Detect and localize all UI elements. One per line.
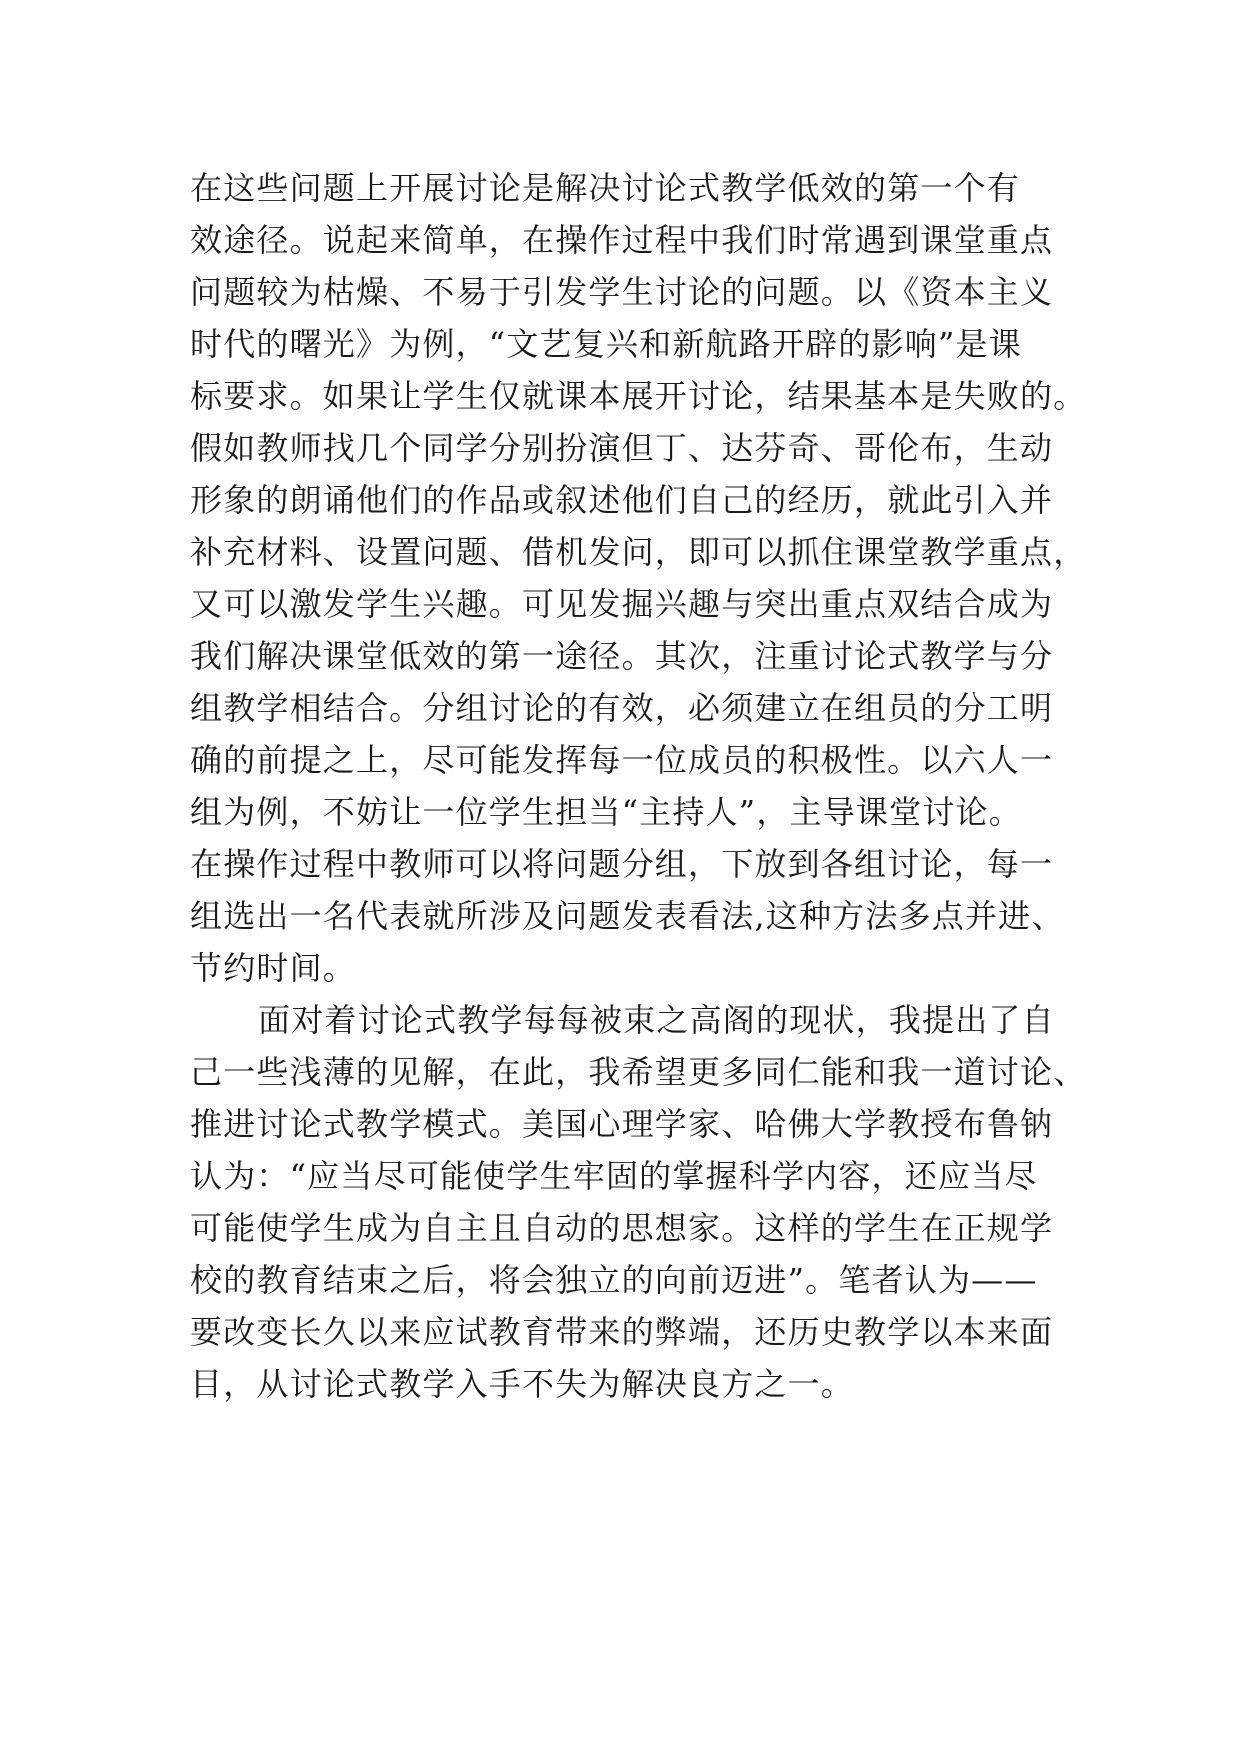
text-line: 校的教育结束之后，将会独立的向前迈进”。笔者认为—— bbox=[190, 1261, 1038, 1299]
text-line: 在操作过程中教师可以将问题分组，下放到各组讨论，每一 bbox=[190, 845, 1054, 883]
text-line: 时代的曙光》为例，“文艺复兴和新航路开辟的影响”是课 bbox=[190, 325, 1022, 363]
text-line: 我们解决课堂低效的第一途径。其次，注重讨论式教学与分 bbox=[190, 637, 1054, 675]
text-line: 假如教师找几个同学分别扮演但丁、达芬奇、哥伦布，生动 bbox=[190, 429, 1054, 467]
paragraph-first-line: 面对着讨论式教学每每被束之高阁的现状，我提出了自 bbox=[258, 1001, 1055, 1039]
text-line: 效途径。说起来简单，在操作过程中我们时常遇到课堂重点 bbox=[190, 221, 1054, 259]
text-line: 标要求。如果让学生仅就课本展开讨论，结果基本是失败的。 bbox=[190, 377, 1087, 415]
text-line: 认为：“应当尽可能使学生牢固的掌握科学内容，还应当尽 bbox=[190, 1157, 1038, 1195]
text-line: 确的前提之上，尽可能发挥每一位成员的积极性。以六人一 bbox=[190, 741, 1054, 779]
text-line: 组教学相结合。分组讨论的有效，必须建立在组员的分工明 bbox=[190, 689, 1054, 727]
text-line: 组选出一名代表就所涉及问题发表看法,这种方法多点并进、 bbox=[190, 897, 1065, 935]
text-line: 问题较为枯燥、不易于引发学生讨论的问题。以《资本主义 bbox=[190, 273, 1054, 311]
body-text bbox=[190, 162, 1087, 1410]
text-line: 补充材料、设置问题、借机发问，即可以抓住课堂教学重点， bbox=[190, 533, 1087, 571]
text-line: 要改变长久以来应试教育带来的弊端，还历史教学以本来面 bbox=[190, 1313, 1054, 1351]
text-line: 可能使学生成为自主且自动的思想家。这样的学生在正规学 bbox=[190, 1209, 1054, 1247]
text-line: 又可以激发学生兴趣。可见发掘兴趣与突出重点双结合成为 bbox=[190, 585, 1054, 623]
text-line: 目，从讨论式教学入手不失为解决良方之一。 bbox=[190, 1365, 855, 1403]
text-line: 节约时间。 bbox=[190, 949, 357, 987]
text-line: 组为例，不妨让一位学生担当“主持人”，主导课堂讨论。 bbox=[190, 793, 1022, 831]
text-line: 形象的朗诵他们的作品或叙述他们自己的经历，就此引入并 bbox=[190, 481, 1054, 519]
text-line: 己一些浅薄的见解，在此，我希望更多同仁能和我一道讨论、 bbox=[190, 1053, 1087, 1091]
text-line: 推进讨论式教学模式。美国心理学家、哈佛大学教授布鲁钠 bbox=[190, 1105, 1054, 1143]
text-line: 在这些问题上开展讨论是解决讨论式教学低效的第一个有 bbox=[190, 169, 1021, 207]
